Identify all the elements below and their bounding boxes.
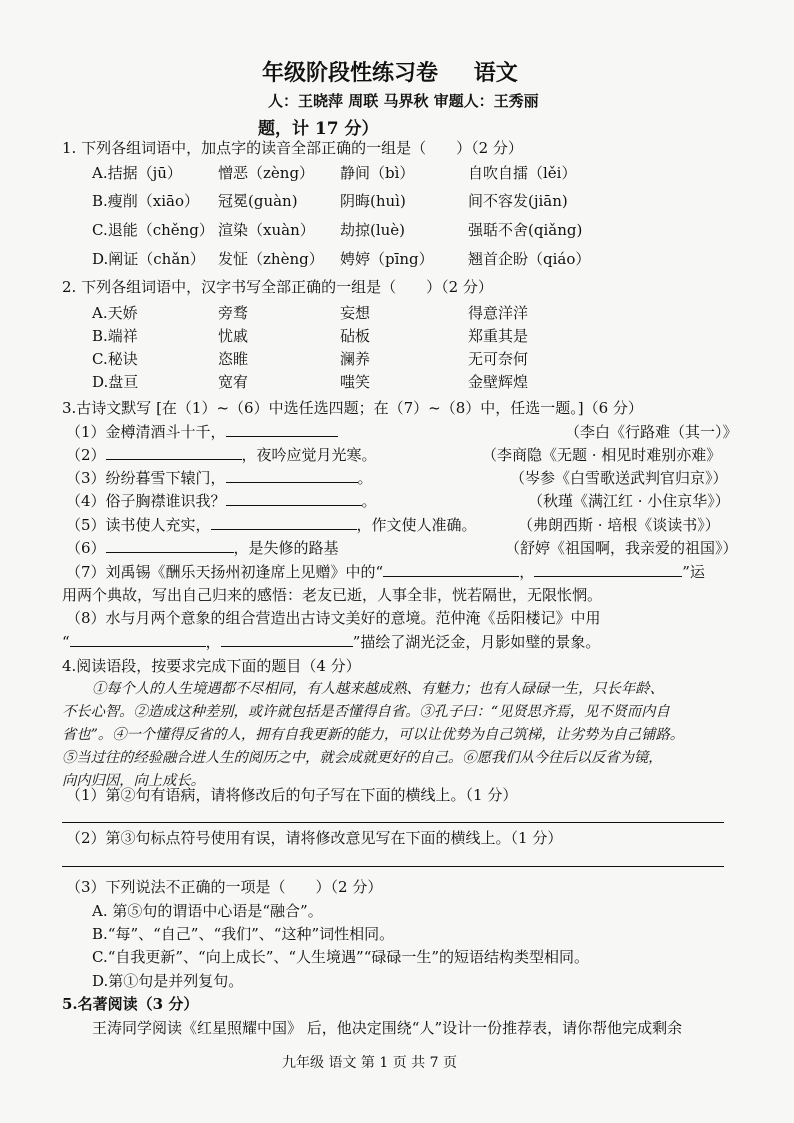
q4-sub3: （3）下列说法不正确的一项是（ ）（2 分） <box>66 878 383 896</box>
q1-a1: A.拮据（jū） <box>92 164 182 182</box>
q2-b3: 砧板 <box>340 327 371 345</box>
q2-a3: 妄想 <box>340 304 371 322</box>
q2-d2: 宽宥 <box>218 373 249 391</box>
q2-a2: 旁骛 <box>218 304 249 322</box>
q4-stem: 4.阅读语段，按要求完成下面的题目（4 分） <box>62 657 361 675</box>
q3-l4-text: （4）俗子胸襟谁识我？ <box>66 492 226 510</box>
q4-option-c: C.“自我更新”、“向上成长”、“人生境遇”“碌碌一生”的短语结构类型相同。 <box>92 948 590 966</box>
q2-d4: 金壁辉煌 <box>468 373 529 391</box>
q3-line8-cont <box>62 631 600 652</box>
q1-d3: 娉婷（pīng） <box>340 250 434 268</box>
answer-line-1[interactable] <box>62 822 724 823</box>
q4-option-a: A. 第⑤句的谓语中心语是“融合”。 <box>92 902 323 920</box>
q1-b4: 间不容发(jiān) <box>468 192 568 210</box>
q3-line6-source: （舒婷《祖国啊，我亲爱的祖国》） <box>505 539 738 557</box>
q2-c2: 恣睢 <box>218 350 249 368</box>
authors-line: 人：王晓萍 周联 马界秋 审题人：王秀丽 <box>268 92 539 110</box>
q3-line1 <box>66 421 338 442</box>
q1-a4: 自吹自擂（lěi） <box>468 164 577 182</box>
q2-a1: A.天娇 <box>92 304 138 322</box>
q3-l8-open: “ <box>62 633 70 651</box>
q4-para-2: 不长心智。②造成这种差别，或许就包括是否懂得自省。③孔子曰：“见贤思齐焉，见不贤而内自 <box>62 704 670 720</box>
q2-c4: 无可奈何 <box>468 350 529 368</box>
q3-line2-source: （李商隐《无题 · 相见时难别亦难》 <box>482 446 722 464</box>
answer-blank[interactable] <box>226 491 362 506</box>
q4-sub2: （2）第③句标点符号使用有误，请将修改意见写在下面的横线上。（1 分） <box>66 829 563 847</box>
section-heading: 题，计 17 分） <box>258 119 379 139</box>
q1-a2: 憎恶（zèng） <box>218 164 315 182</box>
q3-l2-tail: ，夜吟应觉月光寒。 <box>241 446 377 464</box>
q3-line5 <box>66 514 477 535</box>
answer-blank[interactable] <box>383 562 519 577</box>
q1-b1: B.瘦削（xiāo） <box>92 192 200 210</box>
q3-line5-source: （弗朗西斯 · 培根《谈读书》） <box>518 516 720 534</box>
q3-line8: （8）水与月两个意象的组合营造出古诗文美好的意境。范仲淹《岳阳楼记》中用 <box>66 609 601 627</box>
answer-blank[interactable] <box>106 445 242 460</box>
q3-l7-tail: ”运 <box>682 563 705 581</box>
answer-blank[interactable] <box>211 515 357 530</box>
answer-blank[interactable] <box>534 562 682 577</box>
q3-line6 <box>66 537 339 558</box>
q5-stem: 5.名著阅读（3 分） <box>62 995 199 1013</box>
q3-l7-text: （7）刘禹锡《酬乐天扬州初逢席上见赠》中的“ <box>66 563 384 581</box>
q2-d3: 嗤笑 <box>340 373 371 391</box>
q1-b2: 冠冕(guàn) <box>218 192 298 210</box>
q3-l5-text: （5）读书使人充实， <box>66 516 211 534</box>
q3-l6-text: （6） <box>66 539 106 557</box>
q1-b3: 阴晦(huì) <box>340 192 406 210</box>
answer-line-2[interactable] <box>62 866 724 867</box>
title-text: 年级阶段性练习卷 <box>262 61 439 86</box>
q3-l5-tail: ，作文使人准确。 <box>356 516 477 534</box>
q3-line7-cont: 用两个典故，写出自己归来的感悟：老友已逝，人事全非，恍若隔世，无限怅惘。 <box>62 586 603 604</box>
q4-para-1: ①每个人的人生境遇都不尽相同，有人越来越成熟、有魅力；也有人碌碌一生，只长年龄、 <box>92 681 664 697</box>
q2-c1: C.秘诀 <box>92 350 138 368</box>
q2-d1: D.盘亘 <box>92 373 139 391</box>
q3-l8-comma: ， <box>205 633 221 651</box>
q5-body: 王涛同学阅读《红星照耀中国》 后，他决定围绕“人”设计一份推荐表，请你帮他完成剩余 <box>92 1019 683 1037</box>
q3-line3 <box>66 467 373 488</box>
q3-stem: 3.古诗文默写 [在（1）~（6）中选任选四题；在（7）~（8）中，任选一题。]（6 分） <box>62 399 643 417</box>
q1-c1: C.退能（chěng） <box>92 221 214 239</box>
q4-option-d: D.第①句是并列复句。 <box>92 972 244 990</box>
q3-line4 <box>66 490 377 511</box>
q3-line3-source: （岑参《白雪歌送武判官归京》） <box>510 469 728 487</box>
q1-d4: 翘首企盼（qiáo） <box>468 250 591 268</box>
q4-para-3: 省也”。④一个懂得反省的人，拥有自我更新的能力，可以让优势为自己筑梯，让劣势为自己铺路。 <box>62 727 685 743</box>
q1-c2: 渲染（xuàn） <box>218 221 315 239</box>
q2-c3: 澜养 <box>340 350 371 368</box>
q3-l3-text: （3）纷纷暮雪下辕门， <box>66 469 226 487</box>
answer-blank[interactable] <box>106 538 234 553</box>
q2-b1: B.端祥 <box>92 327 138 345</box>
answer-blank[interactable] <box>221 632 353 647</box>
q1-c3: 劫掠(luè) <box>340 221 406 239</box>
q1-d1: D.阐证（chǎn） <box>92 250 205 268</box>
q4-para-4: ⑤当过往的经验融合进人生的阅历之中，就会成就更好的自己。⑥愿我们从今往后以反省为镜， <box>62 750 663 766</box>
q4-option-b: B.“每”、“自己”、“我们”、“这种”词性相同。 <box>92 925 395 943</box>
q3-l6-tail: ，是失修的路基 <box>233 539 339 557</box>
q3-l8-tail: ”描绘了湖光泛金，月影如璧的景象。 <box>352 633 601 651</box>
q1-c4: 强聒不舍(qiǎng) <box>468 221 583 239</box>
q2-stem: 2. 下列各组词语中，汉字书写全部正确的一组是（ ）（2 分） <box>62 278 493 296</box>
q3-line4-source: （秋瑾《满江红 · 小住京华》） <box>528 492 730 510</box>
q3-line7 <box>66 561 705 582</box>
q4-para-5: 向内归因，向上成长。 <box>62 773 205 789</box>
answer-blank[interactable] <box>226 468 358 483</box>
subject-text: 语文 <box>473 61 518 86</box>
q1-a3: 静间（bì） <box>340 164 415 182</box>
q2-b2: 忧戚 <box>218 327 249 345</box>
q3-line1-source: （李白《行路难（其一）》 <box>565 423 738 441</box>
q3-l4-tail: 。 <box>361 492 377 510</box>
answer-blank[interactable] <box>70 632 206 647</box>
page-footer: 九年级 语文 第 1 页 共 7 页 <box>282 1055 457 1071</box>
q2-a4: 得意洋洋 <box>468 304 529 322</box>
page-title <box>262 56 518 87</box>
q4-sub1: （1）第②句有语病，请将修改后的句子写在下面的横线上。（1 分） <box>66 786 518 804</box>
q3-line2 <box>66 444 377 465</box>
q1-stem: 1. 下列各组词语中，加点字的读音全部正确的一组是（ ）（2 分） <box>62 139 523 157</box>
q3-l3-tail: 。 <box>357 469 373 487</box>
q3-l7-comma: ， <box>519 563 535 581</box>
q1-d2: 发怔（zhèng） <box>218 250 324 268</box>
q3-l1-text: （1）金樽清酒斗十千， <box>66 423 226 441</box>
q2-b4: 郑重其是 <box>468 327 529 345</box>
answer-blank[interactable] <box>226 422 338 437</box>
q3-l2-text: （2） <box>66 446 106 464</box>
